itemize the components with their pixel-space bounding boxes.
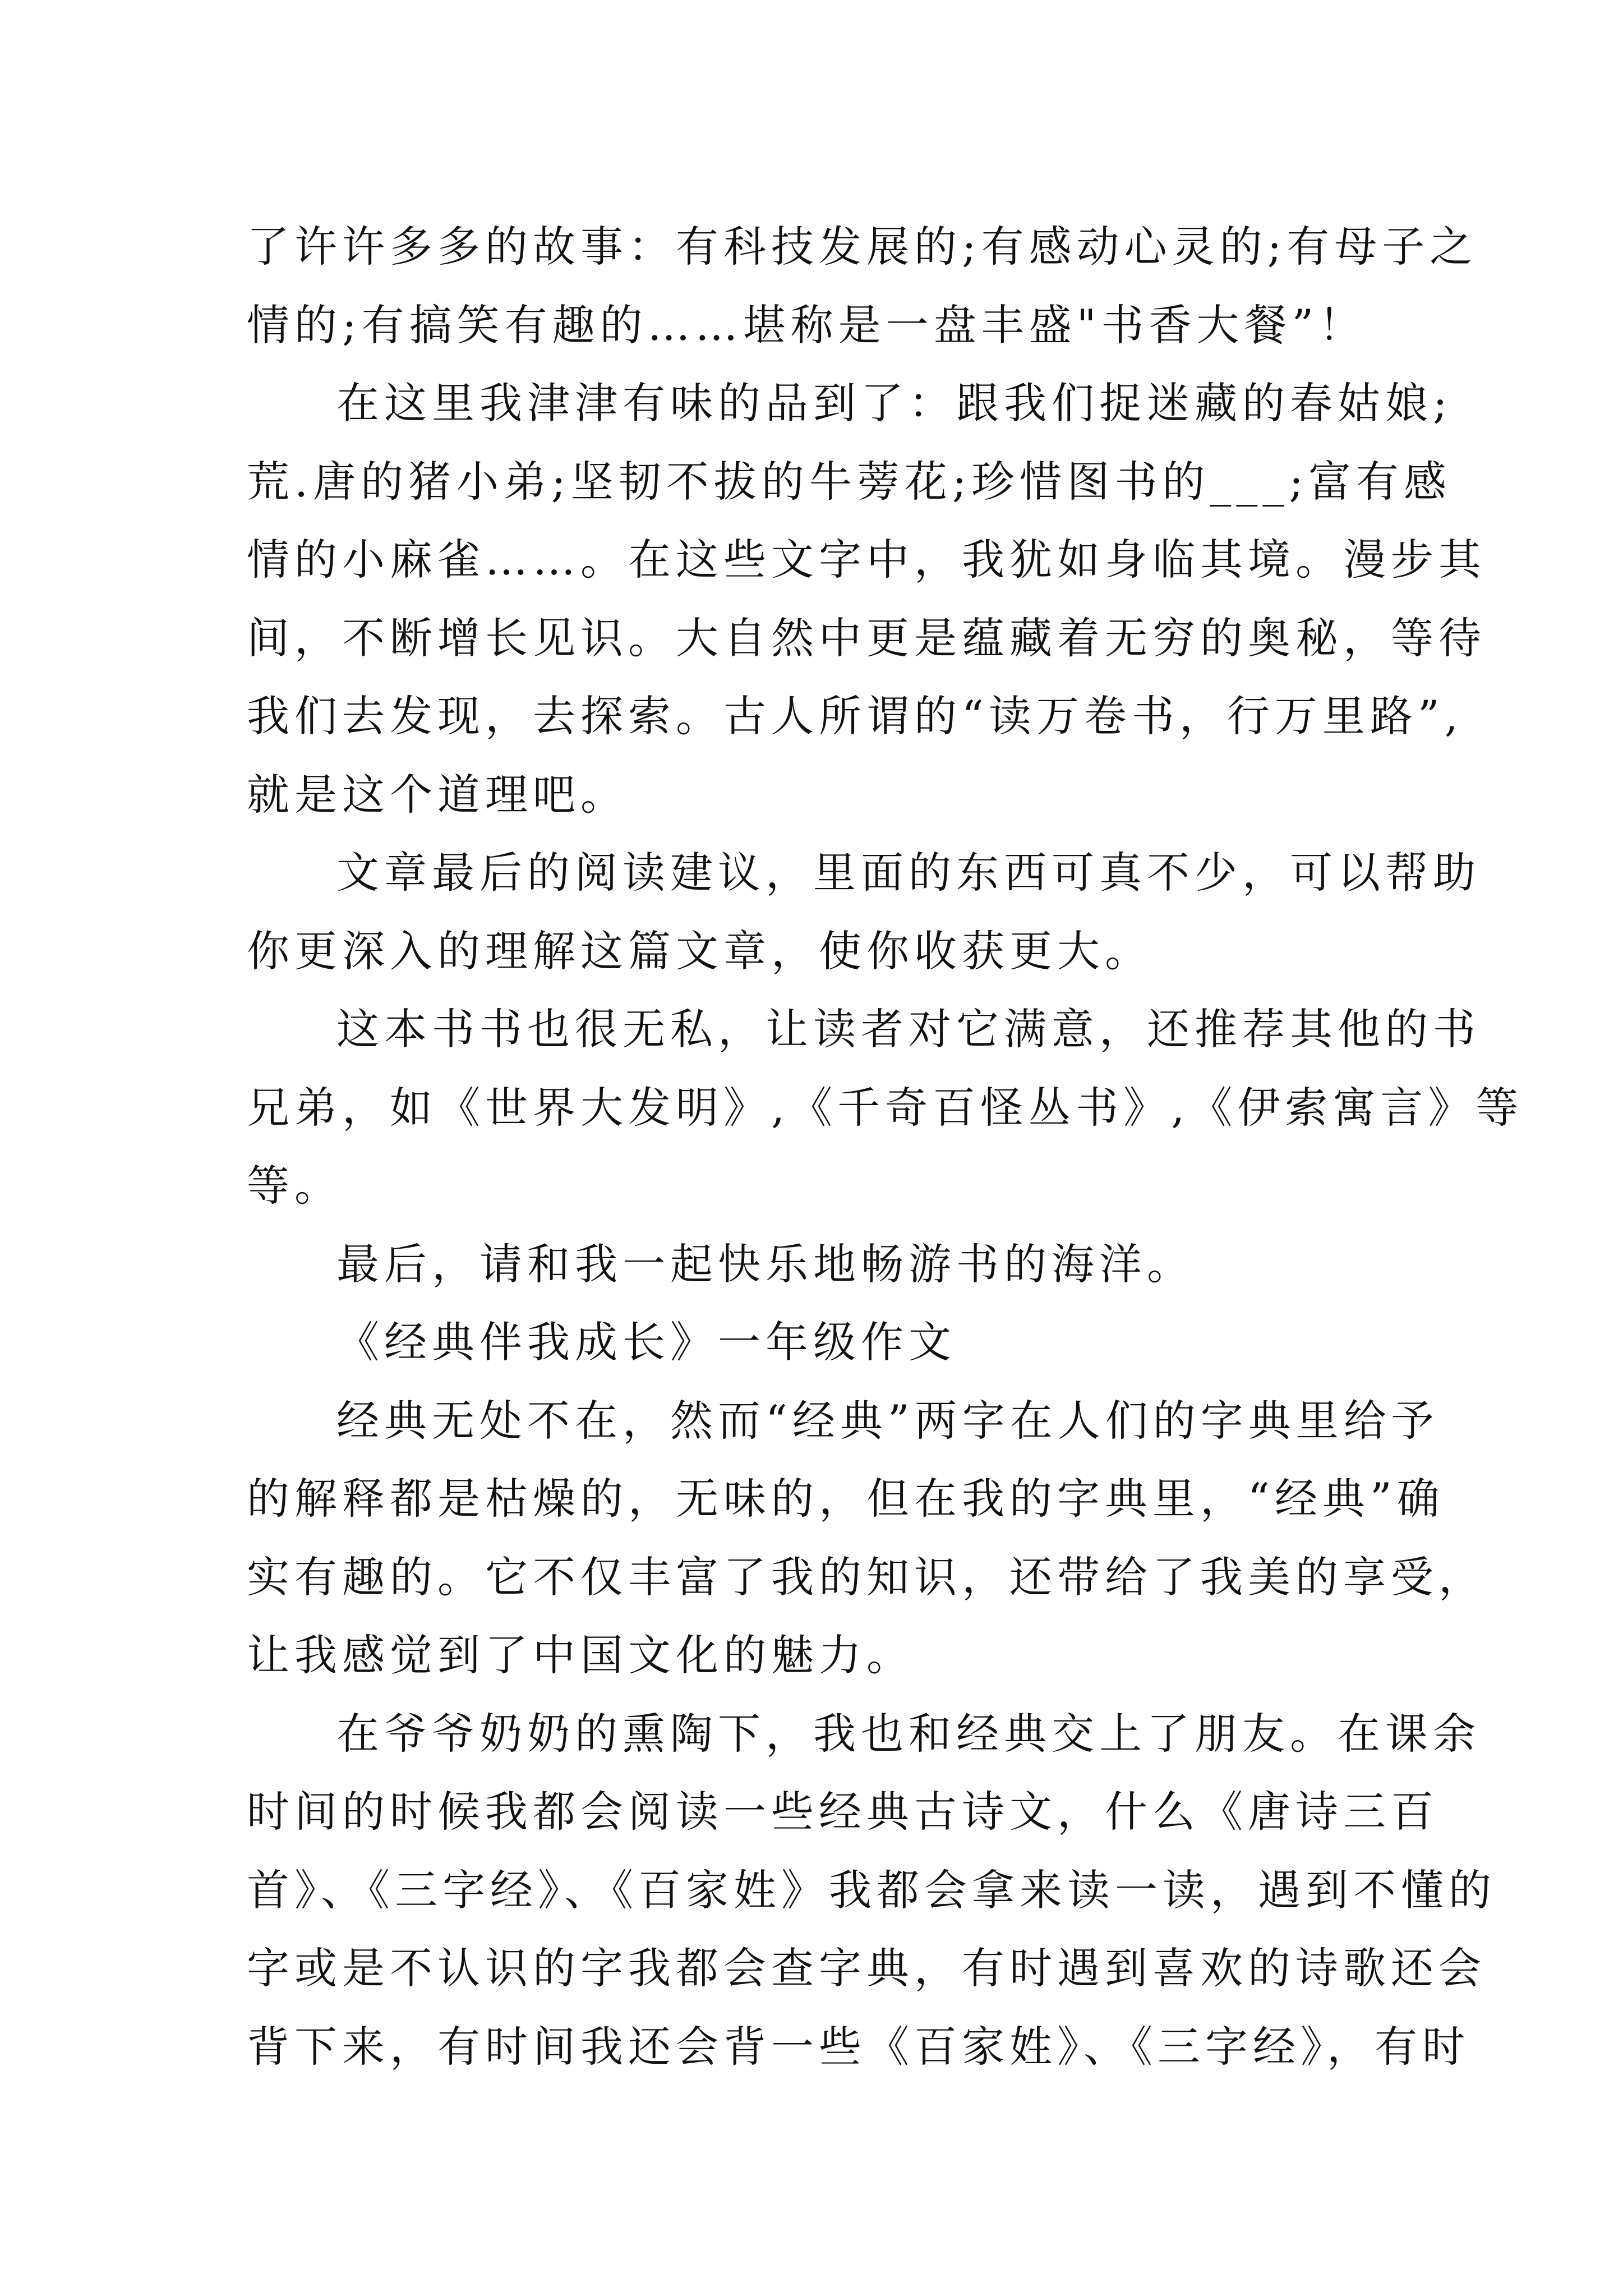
text-line: 等。	[247, 1161, 342, 1211]
text-line: 这本书书也很无私，让读者对它满意，还推荐其他的书	[336, 1004, 1481, 1054]
text-line: 我们去发现，去探索。古人所谓的“读万卷书，行万里路”,	[247, 691, 1463, 741]
text-line: 实有趣的。它不仅丰富了我的知识，还带给了我美的享受，	[247, 1552, 1486, 1602]
text-line: 时间的时候我都会阅读一些经典古诗文，什么《唐诗三百	[247, 1787, 1438, 1837]
text-line: 在这里我津津有味的品到了：跟我们捉迷藏的春姑娘;	[336, 378, 1453, 428]
text-line: 就是这个道理吧。	[247, 769, 628, 820]
text-line: 情的小麻雀……。在这些文字中，我犹如身临其境。漫步其	[247, 535, 1486, 585]
text-line: 最后，请和我一起快乐地畅游书的海洋。	[336, 1239, 1195, 1289]
text-line: 间，不断增长见识。大自然中更是蕴藏着无穷的奥秘，等待	[247, 613, 1486, 663]
text-line: 经典无处不在，然而“经典”两字在人们的字典里给予	[336, 1395, 1439, 1446]
text-line: 的解释都是枯燥的，无味的，但在我的字典里，“经典”确	[247, 1474, 1445, 1524]
text-line: 了许许多多的故事：有科技发展的;有感动心灵的;有母子之	[247, 222, 1478, 272]
text-line: 让我感觉到了中国文化的魅力。	[247, 1630, 914, 1680]
essay-body	[247, 208, 1524, 2086]
text-line: 字或是不认识的字我都会查字典，有时遇到喜欢的诗歌还会	[247, 1943, 1486, 1993]
text-line: 背下来，有时间我还会背一些《百家姓》、《三字经》，有时	[247, 2021, 1470, 2072]
text-line: 首》、《三字经》、《百家姓》我都会拿来读一读，遇到不懂的	[247, 1865, 1496, 1915]
text-line: 你更深入的理解这篇文章，使你收获更大。	[247, 926, 1152, 976]
text-line: 情的;有搞笑有趣的……堪称是一盘丰盛"书香大餐”！	[247, 300, 1367, 350]
text-line: 在爷爷奶奶的熏陶下，我也和经典交上了朋友。在课余	[336, 1708, 1481, 1759]
text-line: 兄弟，如《世界大发明》,《千奇百怪丛书》,《伊索寓言》等	[247, 1082, 1524, 1133]
essay-title: 《经典伴我成长》一年级作文	[336, 1317, 956, 1367]
text-line: 荒.唐的猪小弟;坚韧不拔的牛蒡花;珍惜图书的___;富有感	[247, 456, 1451, 507]
text-line: 文章最后的阅读建议，里面的东西可真不少，可以帮助	[336, 848, 1481, 898]
